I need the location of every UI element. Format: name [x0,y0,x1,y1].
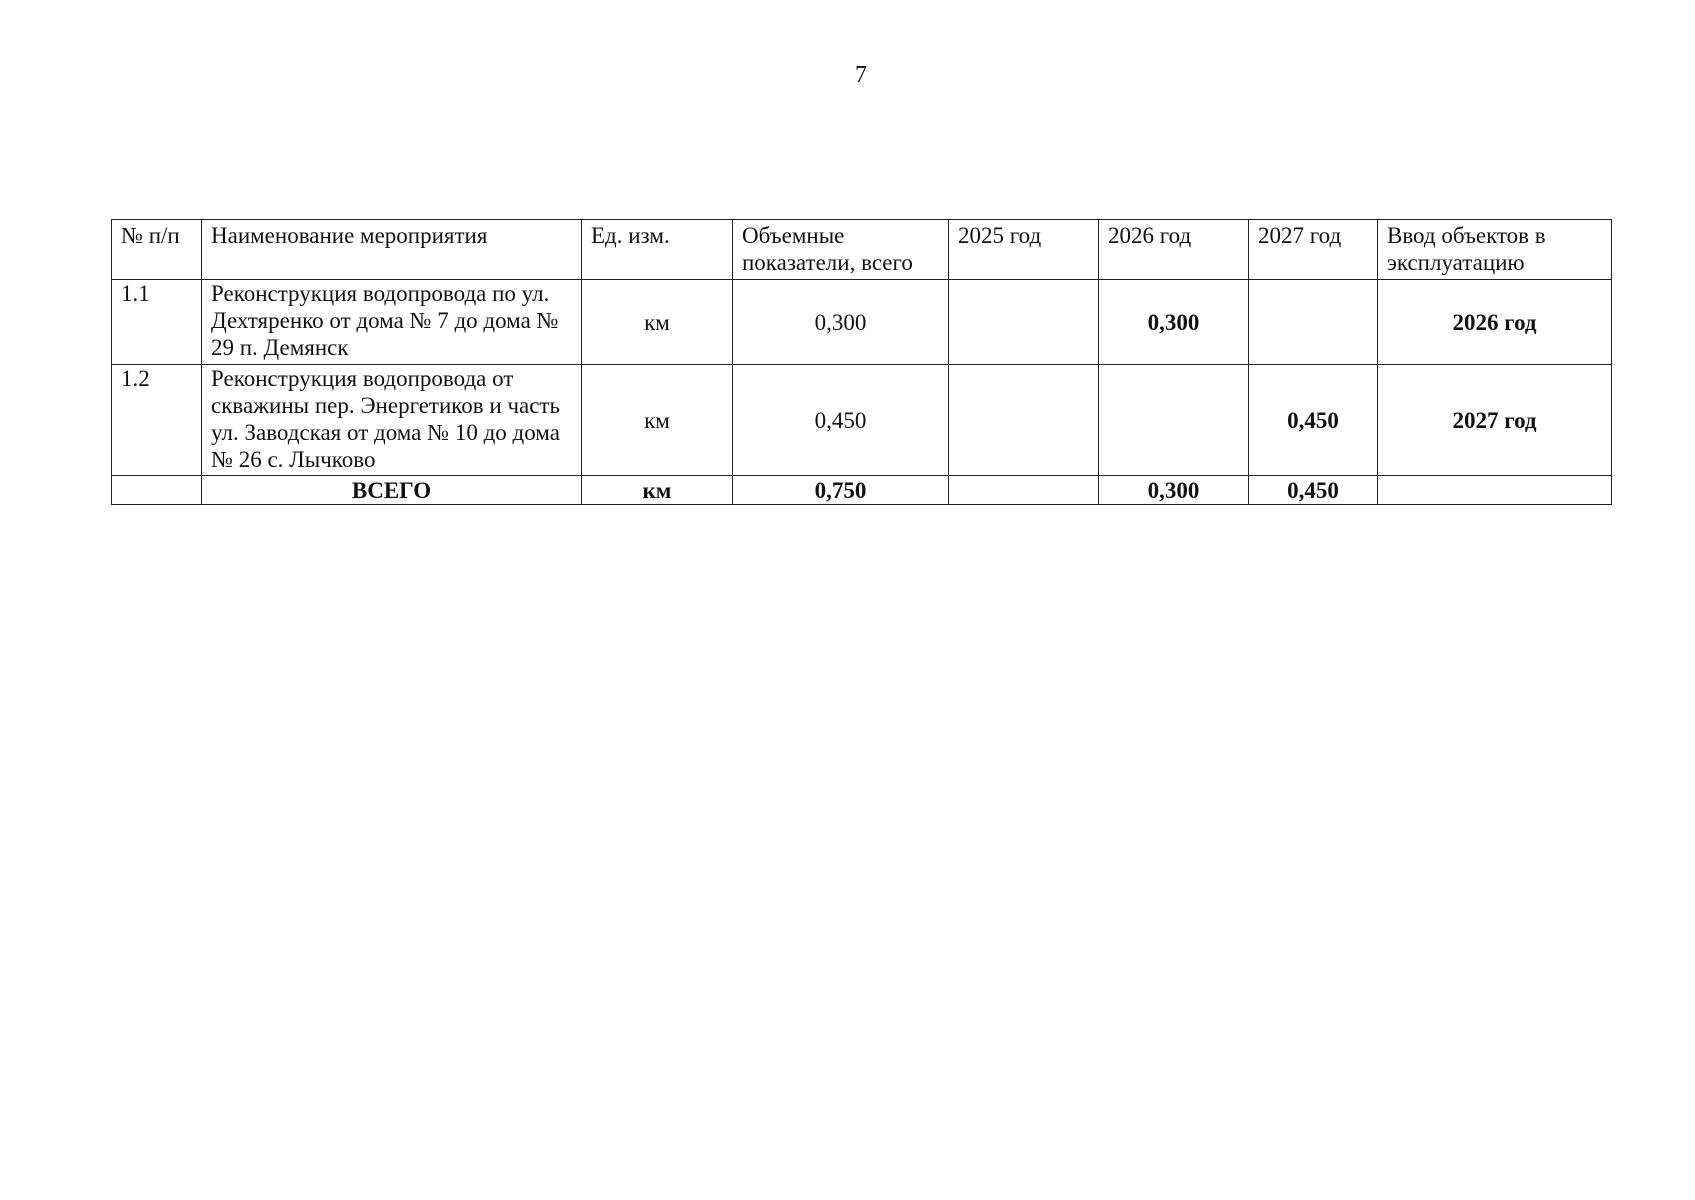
table-row [112,280,1612,365]
total-2026: 0,300 [1099,476,1249,505]
total-unit: км [582,476,733,505]
row-2027: 0,450 [1249,365,1378,476]
page-number: 7 [855,62,867,88]
header-2025: 2025 год [949,220,1099,280]
header-2027: 2027 год [1249,220,1378,280]
measures-table [111,219,1612,505]
row-total: 0,300 [733,280,949,365]
row-2027 [1249,280,1378,365]
total-label: ВСЕГО [202,476,582,505]
total-value: 0,750 [733,476,949,505]
row-unit: км [582,365,733,476]
header-total: Объемные показатели, всего [733,220,949,280]
total-2027: 0,450 [1249,476,1378,505]
total-commissioning [1378,476,1612,505]
row-name [202,280,582,365]
total-2025 [949,476,1099,505]
row-commissioning: 2026 год [1378,280,1612,365]
header-unit: Ед. изм. [582,220,733,280]
header-num: № п/п [112,220,202,280]
table-row [112,365,1612,476]
row-commissioning: 2027 год [1378,365,1612,476]
header-commissioning: Ввод объектов в эксплуатацию [1378,220,1612,280]
header-name: Наименование мероприятия [202,220,582,280]
total-num [112,476,202,505]
table-total-row [112,476,1612,505]
row-name-text: Реконструкция водопровода по ул. Дехтяренко от дома № 7 до дома № 29 п. Демянск [211,281,559,360]
row-name [202,365,582,476]
row-name-text: Реконструкция водопровода от скважины пер. Энергетиков и часть ул. Заводская от дома № 10 до дома № 26 с. Лычково [211,366,560,472]
row-2026 [1099,365,1249,476]
header-2026: 2026 год [1099,220,1249,280]
row-num: 1.2 [112,365,202,476]
table-header-row [112,220,1612,280]
row-unit: км [582,280,733,365]
row-total: 0,450 [733,365,949,476]
row-2026: 0,300 [1099,280,1249,365]
row-2025 [949,280,1099,365]
row-num: 1.1 [112,280,202,365]
row-2025 [949,365,1099,476]
